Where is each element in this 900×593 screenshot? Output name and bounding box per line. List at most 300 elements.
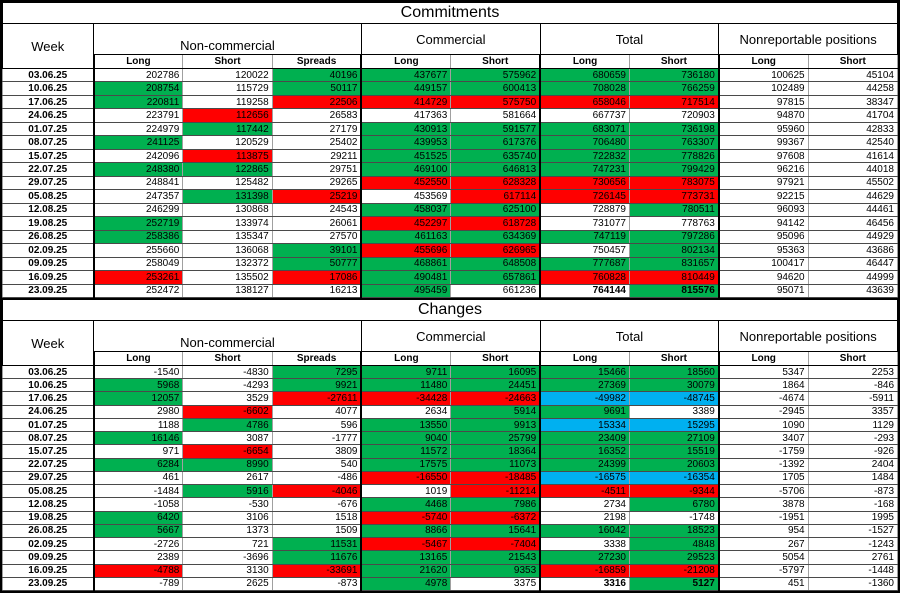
value-cell: 490481 <box>361 271 450 284</box>
value-cell: 971 <box>94 445 183 458</box>
value-cell: 468861 <box>361 257 450 270</box>
value-cell: 92215 <box>719 190 808 203</box>
value-cell: 15334 <box>540 418 629 431</box>
value-cell: 122865 <box>183 163 272 176</box>
value-cell: 635740 <box>451 149 540 162</box>
value-cell: 430913 <box>361 122 450 135</box>
value-cell: 43639 <box>808 284 897 298</box>
value-cell: 2625 <box>183 577 272 590</box>
value-cell: 728879 <box>540 203 629 216</box>
value-cell: 617376 <box>451 136 540 149</box>
table-row <box>3 203 898 216</box>
value-cell: 469100 <box>361 163 450 176</box>
value-cell: -33691 <box>272 564 361 577</box>
value-cell: 26583 <box>272 109 361 122</box>
value-cell: 799429 <box>629 163 718 176</box>
week-cell: 23.09.25 <box>3 577 94 590</box>
value-cell: 658046 <box>540 95 629 108</box>
value-cell: 11480 <box>361 379 450 392</box>
value-cell: -16550 <box>361 471 450 484</box>
value-cell: 131398 <box>183 190 272 203</box>
value-cell: 18364 <box>451 445 540 458</box>
value-cell: -5911 <box>808 392 897 405</box>
value-cell: -486 <box>272 471 361 484</box>
value-cell: 625100 <box>451 203 540 216</box>
value-cell: -27611 <box>272 392 361 405</box>
value-cell: 96093 <box>719 203 808 216</box>
week-cell: 08.07.25 <box>3 136 94 149</box>
sub-header-row <box>3 352 898 366</box>
value-cell: 255660 <box>94 244 183 257</box>
value-cell: 2404 <box>808 458 897 471</box>
value-cell: 133974 <box>183 217 272 230</box>
col-header-total-short: Short <box>629 352 718 366</box>
value-cell: 39101 <box>272 244 361 257</box>
col-header-nc-short: Short <box>183 55 272 69</box>
table-row <box>3 379 898 392</box>
value-cell: 27369 <box>540 379 629 392</box>
value-cell: 247357 <box>94 190 183 203</box>
value-cell: 437677 <box>361 69 450 82</box>
value-cell: 773731 <box>629 190 718 203</box>
value-cell: 16352 <box>540 445 629 458</box>
col-header-nc-short: Short <box>183 352 272 366</box>
value-cell: 617114 <box>451 190 540 203</box>
value-cell: -16354 <box>629 471 718 484</box>
value-cell: 461163 <box>361 230 450 243</box>
value-cell: 112656 <box>183 109 272 122</box>
value-cell: -5740 <box>361 511 450 524</box>
value-cell: 455696 <box>361 244 450 257</box>
week-cell: 22.07.25 <box>3 163 94 176</box>
value-cell: 44461 <box>808 203 897 216</box>
value-cell: 9691 <box>540 405 629 418</box>
value-cell: -873 <box>272 577 361 590</box>
value-cell: 130868 <box>183 203 272 216</box>
value-cell: 628328 <box>451 176 540 189</box>
value-cell: 3878 <box>719 498 808 511</box>
table-row <box>3 163 898 176</box>
value-cell: 815576 <box>629 284 718 298</box>
value-cell: 1019 <box>361 485 450 498</box>
value-cell: 136068 <box>183 244 272 257</box>
value-cell: 253261 <box>94 271 183 284</box>
col-header-nc-spreads: Spreads <box>272 352 361 366</box>
table-row <box>3 524 898 537</box>
value-cell: -16575 <box>540 471 629 484</box>
value-cell: 750457 <box>540 244 629 257</box>
value-cell: 618728 <box>451 217 540 230</box>
group-header-nonreportable: Nonreportable positions <box>719 24 898 55</box>
value-cell: -926 <box>808 445 897 458</box>
value-cell: 16146 <box>94 432 183 445</box>
value-cell: -4046 <box>272 485 361 498</box>
value-cell: 458037 <box>361 203 450 216</box>
group-header-total: Total <box>540 24 719 55</box>
table-row <box>3 244 898 257</box>
week-cell: 29.07.25 <box>3 471 94 484</box>
value-cell: 25799 <box>451 432 540 445</box>
table-row <box>3 136 898 149</box>
value-cell: -6654 <box>183 445 272 458</box>
value-cell: 3407 <box>719 432 808 445</box>
col-header-total-short: Short <box>629 55 718 69</box>
value-cell: 451 <box>719 577 808 590</box>
value-cell: 708028 <box>540 82 629 95</box>
week-cell: 16.09.25 <box>3 271 94 284</box>
value-cell: 8990 <box>183 458 272 471</box>
value-cell: 11531 <box>272 538 361 551</box>
value-cell: 3338 <box>540 538 629 551</box>
changes-table <box>2 298 898 591</box>
value-cell: 2617 <box>183 471 272 484</box>
table-row <box>3 366 898 379</box>
value-cell: 5968 <box>94 379 183 392</box>
table-row <box>3 405 898 418</box>
value-cell: 780511 <box>629 203 718 216</box>
week-cell: 24.06.25 <box>3 405 94 418</box>
value-cell: 766259 <box>629 82 718 95</box>
value-cell: -7404 <box>451 538 540 551</box>
value-cell: -676 <box>272 498 361 511</box>
value-cell: 258386 <box>94 230 183 243</box>
value-cell: 634369 <box>451 230 540 243</box>
value-cell: 30079 <box>629 379 718 392</box>
value-cell: 600413 <box>451 82 540 95</box>
value-cell: 27230 <box>540 551 629 564</box>
value-cell: 1373 <box>183 524 272 537</box>
value-cell: 44629 <box>808 190 897 203</box>
value-cell: 591577 <box>451 122 540 135</box>
value-cell: 202786 <box>94 69 183 82</box>
value-cell: 6420 <box>94 511 183 524</box>
value-cell: 18523 <box>629 524 718 537</box>
value-cell: 680659 <box>540 69 629 82</box>
week-cell: 26.08.25 <box>3 230 94 243</box>
value-cell: 1864 <box>719 379 808 392</box>
week-cell: 03.06.25 <box>3 366 94 379</box>
value-cell: 20603 <box>629 458 718 471</box>
value-cell: 224979 <box>94 122 183 135</box>
value-cell: 29265 <box>272 176 361 189</box>
table-row <box>3 538 898 551</box>
value-cell: 802134 <box>629 244 718 257</box>
table-row <box>3 109 898 122</box>
col-header-comm-short: Short <box>451 352 540 366</box>
week-cell: 15.07.25 <box>3 445 94 458</box>
week-cell: 10.06.25 <box>3 379 94 392</box>
week-cell: 16.09.25 <box>3 564 94 577</box>
value-cell: 21620 <box>361 564 450 577</box>
value-cell: -4511 <box>540 485 629 498</box>
title-row <box>3 299 898 321</box>
value-cell: -1748 <box>629 511 718 524</box>
value-cell: 50777 <box>272 257 361 270</box>
value-cell: 241125 <box>94 136 183 149</box>
value-cell: 747119 <box>540 230 629 243</box>
value-cell: 102489 <box>719 82 808 95</box>
week-cell: 03.06.25 <box>3 69 94 82</box>
week-cell: 12.08.25 <box>3 498 94 511</box>
col-header-nc-long: Long <box>94 55 183 69</box>
value-cell: 46447 <box>808 257 897 270</box>
value-cell: 9040 <box>361 432 450 445</box>
value-cell: 29751 <box>272 163 361 176</box>
value-cell: 248380 <box>94 163 183 176</box>
value-cell: 96216 <box>719 163 808 176</box>
value-cell: 45502 <box>808 176 897 189</box>
value-cell: 575750 <box>451 95 540 108</box>
table-row <box>3 176 898 189</box>
value-cell: 2634 <box>361 405 450 418</box>
value-cell: 717514 <box>629 95 718 108</box>
value-cell: -168 <box>808 498 897 511</box>
group-header-row <box>3 24 898 55</box>
value-cell: 495459 <box>361 284 450 298</box>
week-cell: 02.09.25 <box>3 244 94 257</box>
value-cell: 3529 <box>183 392 272 405</box>
week-cell: 09.09.25 <box>3 551 94 564</box>
week-cell: 15.07.25 <box>3 149 94 162</box>
value-cell: -9344 <box>629 485 718 498</box>
value-cell: 449157 <box>361 82 450 95</box>
col-header-nc-long: Long <box>94 352 183 366</box>
value-cell: 23409 <box>540 432 629 445</box>
value-cell: 5667 <box>94 524 183 537</box>
value-cell: 540 <box>272 458 361 471</box>
week-cell: 24.06.25 <box>3 109 94 122</box>
week-cell: 05.08.25 <box>3 190 94 203</box>
value-cell: 721 <box>183 538 272 551</box>
value-cell: 581664 <box>451 109 540 122</box>
value-cell: 626965 <box>451 244 540 257</box>
week-cell: 10.06.25 <box>3 82 94 95</box>
value-cell: 120022 <box>183 69 272 82</box>
value-cell: -24663 <box>451 392 540 405</box>
week-cell: 12.08.25 <box>3 203 94 216</box>
value-cell: 21543 <box>451 551 540 564</box>
value-cell: 831657 <box>629 257 718 270</box>
value-cell: 4786 <box>183 418 272 431</box>
value-cell: 2389 <box>94 551 183 564</box>
value-cell: 731077 <box>540 217 629 230</box>
value-cell: 1129 <box>808 418 897 431</box>
value-cell: 50117 <box>272 82 361 95</box>
value-cell: 736180 <box>629 69 718 82</box>
week-cell: 01.07.25 <box>3 122 94 135</box>
value-cell: 451525 <box>361 149 450 162</box>
value-cell: 125482 <box>183 176 272 189</box>
value-cell: 38347 <box>808 95 897 108</box>
value-cell: -1360 <box>808 577 897 590</box>
table-row <box>3 149 898 162</box>
col-header-week: Week <box>3 24 94 69</box>
table-row <box>3 485 898 498</box>
col-header-comm-long: Long <box>361 352 450 366</box>
table-row <box>3 69 898 82</box>
value-cell: 13165 <box>361 551 450 564</box>
value-cell: 452550 <box>361 176 450 189</box>
value-cell: -18485 <box>451 471 540 484</box>
value-cell: 783075 <box>629 176 718 189</box>
week-cell: 23.09.25 <box>3 284 94 298</box>
value-cell: 414729 <box>361 95 450 108</box>
value-cell: 15466 <box>540 366 629 379</box>
value-cell: -1759 <box>719 445 808 458</box>
value-cell: 778826 <box>629 149 718 162</box>
value-cell: 18560 <box>629 366 718 379</box>
value-cell: 3316 <box>540 577 629 590</box>
value-cell: 778763 <box>629 217 718 230</box>
value-cell: -49982 <box>540 392 629 405</box>
col-header-nr-short: Short <box>808 352 897 366</box>
value-cell: 453569 <box>361 190 450 203</box>
value-cell: 747231 <box>540 163 629 176</box>
value-cell: 810449 <box>629 271 718 284</box>
value-cell: 252472 <box>94 284 183 298</box>
table-title: Commitments <box>3 3 898 24</box>
value-cell: 12057 <box>94 392 183 405</box>
value-cell: 6780 <box>629 498 718 511</box>
value-cell: -2945 <box>719 405 808 418</box>
value-cell: 44258 <box>808 82 897 95</box>
value-cell: 252719 <box>94 217 183 230</box>
value-cell: -6602 <box>183 405 272 418</box>
value-cell: 95071 <box>719 284 808 298</box>
value-cell: 24543 <box>272 203 361 216</box>
value-cell: 726145 <box>540 190 629 203</box>
value-cell: 246299 <box>94 203 183 216</box>
col-header-total-long: Long <box>540 352 629 366</box>
value-cell: 661236 <box>451 284 540 298</box>
value-cell: 6284 <box>94 458 183 471</box>
value-cell: 135502 <box>183 271 272 284</box>
value-cell: 764144 <box>540 284 629 298</box>
value-cell: -48745 <box>629 392 718 405</box>
value-cell: 15641 <box>451 524 540 537</box>
value-cell: -34428 <box>361 392 450 405</box>
value-cell: 2761 <box>808 551 897 564</box>
value-cell: -1392 <box>719 458 808 471</box>
table-row <box>3 432 898 445</box>
value-cell: 2198 <box>540 511 629 524</box>
value-cell: 4077 <box>272 405 361 418</box>
value-cell: 3809 <box>272 445 361 458</box>
value-cell: 220811 <box>94 95 183 108</box>
value-cell: 117442 <box>183 122 272 135</box>
table-row <box>3 95 898 108</box>
value-cell: 5127 <box>629 577 718 590</box>
value-cell: 16213 <box>272 284 361 298</box>
table-row <box>3 418 898 431</box>
value-cell: -1527 <box>808 524 897 537</box>
value-cell: -4293 <box>183 379 272 392</box>
table-row <box>3 392 898 405</box>
col-header-nc-spreads: Spreads <box>272 55 361 69</box>
value-cell: 3130 <box>183 564 272 577</box>
value-cell: -5797 <box>719 564 808 577</box>
value-cell: 16042 <box>540 524 629 537</box>
value-cell: 44929 <box>808 230 897 243</box>
value-cell: 648508 <box>451 257 540 270</box>
value-cell: -789 <box>94 577 183 590</box>
value-cell: 97921 <box>719 176 808 189</box>
value-cell: 29211 <box>272 149 361 162</box>
value-cell: 439953 <box>361 136 450 149</box>
value-cell: 95960 <box>719 122 808 135</box>
value-cell: 25219 <box>272 190 361 203</box>
table-row <box>3 471 898 484</box>
value-cell: 41704 <box>808 109 897 122</box>
group-header-row <box>3 321 898 352</box>
sub-header-row <box>3 55 898 69</box>
group-header-commercial: Commercial <box>361 321 540 352</box>
week-cell: 19.08.25 <box>3 217 94 230</box>
value-cell: 7986 <box>451 498 540 511</box>
value-cell: 4468 <box>361 498 450 511</box>
table-row <box>3 564 898 577</box>
table-title: Changes <box>3 299 898 321</box>
value-cell: 3357 <box>808 405 897 418</box>
week-cell: 29.07.25 <box>3 176 94 189</box>
value-cell: 3375 <box>451 577 540 590</box>
value-cell: 94870 <box>719 109 808 122</box>
value-cell: 44018 <box>808 163 897 176</box>
col-header-nr-long: Long <box>719 55 808 69</box>
value-cell: 95363 <box>719 244 808 257</box>
value-cell: 7295 <box>272 366 361 379</box>
value-cell: 1509 <box>272 524 361 537</box>
table-row <box>3 230 898 243</box>
value-cell: -5706 <box>719 485 808 498</box>
table-row <box>3 284 898 298</box>
value-cell: 4978 <box>361 577 450 590</box>
col-header-nr-short: Short <box>808 55 897 69</box>
value-cell: 646813 <box>451 163 540 176</box>
value-cell: 99367 <box>719 136 808 149</box>
value-cell: -530 <box>183 498 272 511</box>
group-header-commercial: Commercial <box>361 24 540 55</box>
group-header-total: Total <box>540 321 719 352</box>
value-cell: -1058 <box>94 498 183 511</box>
value-cell: 575962 <box>451 69 540 82</box>
value-cell: 42540 <box>808 136 897 149</box>
table-row <box>3 257 898 270</box>
week-cell: 17.06.25 <box>3 95 94 108</box>
value-cell: -16859 <box>540 564 629 577</box>
value-cell: 2253 <box>808 366 897 379</box>
title-row <box>3 3 898 24</box>
value-cell: 242096 <box>94 149 183 162</box>
value-cell: 9913 <box>451 418 540 431</box>
value-cell: 5914 <box>451 405 540 418</box>
value-cell: 267 <box>719 538 808 551</box>
value-cell: 25402 <box>272 136 361 149</box>
value-cell: 8866 <box>361 524 450 537</box>
value-cell: 3106 <box>183 511 272 524</box>
week-cell: 19.08.25 <box>3 511 94 524</box>
value-cell: -4830 <box>183 366 272 379</box>
value-cell: 100417 <box>719 257 808 270</box>
value-cell: 417363 <box>361 109 450 122</box>
value-cell: 17086 <box>272 271 361 284</box>
table-row <box>3 445 898 458</box>
table-row <box>3 498 898 511</box>
table-row <box>3 511 898 524</box>
value-cell: 706480 <box>540 136 629 149</box>
col-header-comm-short: Short <box>451 55 540 69</box>
week-cell: 22.07.25 <box>3 458 94 471</box>
